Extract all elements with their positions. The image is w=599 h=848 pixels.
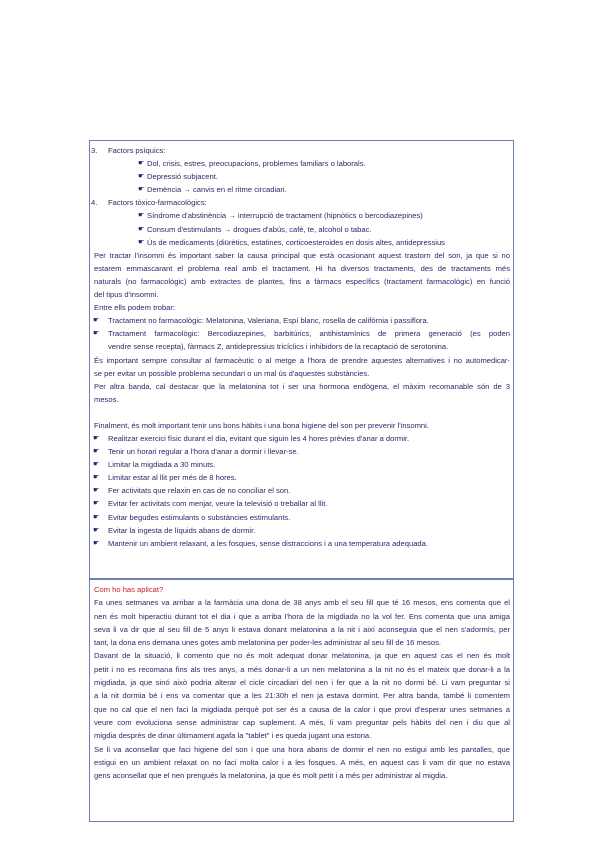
pointing-hand-icon: ☛	[93, 461, 100, 469]
pointing-hand-icon: ☛	[138, 186, 145, 194]
pointing-hand-icon: ☛	[93, 500, 100, 508]
pointing-hand-icon: ☛	[93, 539, 100, 547]
list-item: ☛ Evitar begudes estimulants o substàncies estimulants.	[94, 511, 510, 524]
section-heading: Com ho has aplicat?	[94, 585, 164, 594]
pointing-hand-icon: ☛	[93, 526, 100, 534]
list-item: ☛ Tractament farmacològic: Bercodiazepines, barbitúrics, antihistamínics de primera generació (es poden	[94, 327, 510, 340]
list-item: ☛ Fer activitats que relaxin en cas de no conciliar el son.	[94, 484, 510, 497]
text-box-symptoms-treatment	[89, 140, 514, 579]
text-box-application	[89, 579, 514, 822]
paragraph-finally: Finalment, és molt important tenir uns bons hàbits i una bona higiene del son per prevenir l'insomni.	[94, 420, 429, 430]
list-item: ☛ Depressió subjacent.	[94, 170, 510, 183]
factor-title: Factors tòxico-farmacològics:	[108, 198, 207, 208]
pointing-hand-icon: ☛	[138, 238, 145, 246]
list-item: ☛ Mantenir un ambient relaxant, a les fosques, sense distraccions i a una temperatura adequada.	[94, 537, 510, 550]
pointing-hand-icon: ☛	[93, 434, 100, 442]
list-item: ☛ Evitar la ingesta de líquids abans de dormir.	[94, 524, 510, 537]
list-item-continuation: vendre sense recepta), fàrmacs Z, antidepressius tricíclics i inhibidors de la recaptació de serotonina.	[108, 342, 449, 352]
list-item: ☛ Demència → canvis en el ritme circadiari.	[94, 183, 510, 196]
list-item: ☛ Limitar estar al llit per més de 8 hores.	[94, 471, 510, 484]
paragraph-response: Davant de la situació, li comento que no és molt adequat donar melatonina, ja que en aquest cas el nen és molt petit i no es recomana fins als tres anys, a més donar-li a un nen melatonina a la nit no és el mateix que donar-li a la migdiada, ja que sinó això podria alterar el cicle circadiari del nen i fer que a la nit no dormi bé. Li vam preguntar si a la nit dormia bé i ens va comentar que a les 21:30h el nen ja estava dormint. Per altra banda, també li comentem que no cal que el nen faci la migdiada perquè pot ser és a causa de la calor i que provi d'esperar unes setmanes a veure com evoluciona sense administrar cap suplement. A més, li vam preguntar pels hàbits del nen i diu que al migdia desprès de dinar últimament agafa la "tablet" i es queda jugant una estona.	[94, 651, 510, 741]
blank-line	[94, 406, 510, 419]
pointing-hand-icon: ☛	[93, 487, 100, 495]
paragraph-consult: És important sempre consultar al farmacèutic o al metge a l'hora de prendre aquestes alternatives i no automedicar- se per evitar un possible problema secundari o un mal ús d'aquestes substàncies.	[94, 355, 510, 378]
list-item: ☛ Síndrome d'abstinència → interrupció de tractament (hipnòtics o bercodiazepines)	[94, 209, 510, 222]
pointing-hand-icon: ☛	[138, 212, 145, 220]
pointing-hand-icon: ☛	[93, 317, 100, 325]
list-item: ☛ Consum d'estimulants → drogues d'abús, cafè, te, alcohol o tabac.	[94, 223, 510, 236]
list-item: ☛ Evitar fer activitats com menjar, veure la televisió o treballar al llit.	[94, 497, 510, 510]
paragraph-among-them: Entre ells podem trobar:	[94, 303, 176, 313]
text-box-content	[91, 144, 510, 550]
pointing-hand-icon: ☛	[93, 330, 100, 338]
factor-title: Factors psíquics:	[108, 146, 166, 155]
pointing-hand-icon: ☛	[93, 448, 100, 456]
paragraph-case: Fa unes setmanes va arribar a la farmàcia una dona de 38 anys amb el seu fill que té 16 mesos, ens comenta que el nen és molt hiperactiu durant tot el dia i que a arriba l'hora de la migdiada no la vol fer. Ens comenta que una amiga seva li va dir que al seu fill de 5 anys li estava donant melatonina a la nit i així aconseguia que el nen s'adormís, per tant, la dona ens demana unes gotes amb melatonina per poder-les administrar al seu fill de 16 mesos.	[94, 598, 510, 648]
pointing-hand-icon: ☛	[93, 513, 100, 521]
list-item: ☛ Limitar la migdiada a 30 minuts.	[94, 458, 510, 471]
factor-heading	[91, 144, 510, 157]
paragraph-treatment: Per tractar l'insomni és important saber la causa principal que està ocasionant aquest trastorn del son, ja que si no estarem emmascarant el problema real amb el tractament. Hi ha diversos tractaments, des de tractaments més naturals (no farmacològic) amb extractes de plantes, fins a fàrmacs específics (tractament farmacològic) en funció del tipus d'insomni.	[94, 250, 510, 300]
factor-heading	[91, 196, 510, 209]
pointing-hand-icon: ☛	[138, 160, 145, 168]
list-item: ☛ Tractament no farmacològic: Melatonina, Valeriana, Espí blanc, rosella de califòrnia i passiflora.	[94, 314, 510, 327]
paragraph-melatonin: Per altra banda, cal destacar que la melatonina tot i ser una hormona endògena, el màxim recomanable són de 3 mesos.	[94, 381, 510, 404]
list-item: ☛ Tenir un horari regular a l'hora d'anar a dormir i llevar-se.	[94, 445, 510, 458]
pointing-hand-icon: ☛	[138, 173, 145, 181]
list-item: ☛ Dol, crisis, estres, preocupacions, problemes familiars o laborals.	[94, 157, 510, 170]
paragraph-advice: Se li va aconsellar que faci higiene del son i que una hora abans de dormir el nen no estigui amb les pantalles, que estigui en un ambient relaxat on no faci molta calor i a les fosques. A més, en aquest cas li vam dir que no estava gens aconsellat que el nen prengués la melatonina, ja que és molt petit i a més per administrar al migdia.	[94, 744, 510, 781]
list-item: ☛ Ús de medicaments (diürètics, estatines, corticoesteroides en dosis altes, antidepressius	[94, 236, 510, 249]
list-item: ☛ Realitzar exercici físic durant el dia, evitant que siguin les 4 hores prèvies d'anar a dormir.	[94, 432, 510, 445]
factor-number: 4.	[91, 198, 98, 208]
text-box-content	[94, 583, 510, 782]
factor-number: 3.	[91, 146, 98, 155]
pointing-hand-icon: ☛	[138, 225, 145, 233]
pointing-hand-icon: ☛	[93, 474, 100, 482]
